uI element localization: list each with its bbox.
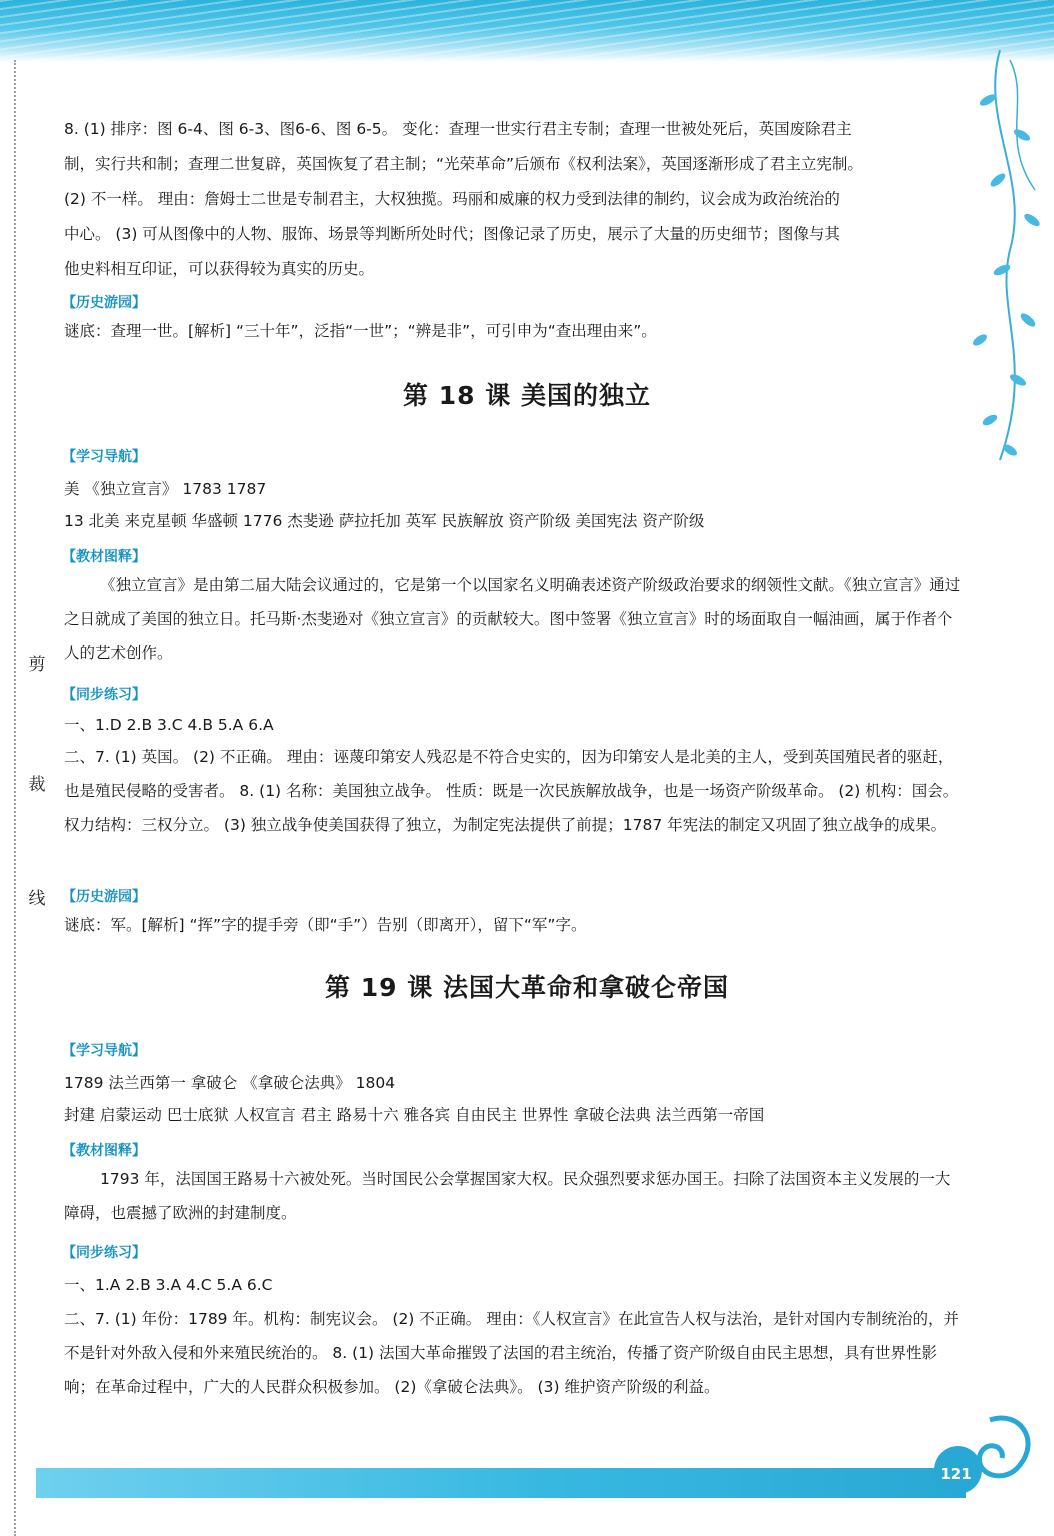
s17-q8-line-4: 中心。 (3) 可从图像中的人物、服饰、场景等判断所处时代；图像记录了历史，展示了大量的历史细节；图像与其: [64, 225, 840, 243]
s19-study-nav-tag: 【学习导航】: [62, 1043, 146, 1059]
cut-label-1: 剪: [28, 655, 46, 675]
s18-exercise-answers: 二、7. (1) 英国。 (2) 不正确。 理由：诬蔑印第安人残忍是不符合史实的，因为印第安人是北美的主人，受到英国殖民者的驱赶，也是殖民侵略的受害者。 8. (1) 名称：美国独立战争。 性质：既是一次民族解放战争，也是一场资产阶级革命。 (2) 机构：国会。 权力结构：三权分立。 (3) 独立战争使美国获得了独立，为制定宪法提供了前提；1787 年宪法的制定又巩固了独立战争的成果。: [64, 748, 959, 834]
top-decorative-band: [0, 0, 1054, 62]
lesson-19-title: 第 19 课 法国大革命和拿破仑帝国: [325, 973, 729, 1002]
s17-history-game-tag: 【历史游园】: [62, 295, 146, 311]
s18-textbook-image-tag: 【教材图释】: [62, 549, 146, 565]
s18-history-game-answer: 谜底：军。[解析] “挥”字的提手旁（即“手”）告别（即离开），留下“军”字。: [64, 916, 587, 934]
s17-q8-line-5: 他史料相互印证，可以获得较为真实的历史。: [64, 260, 375, 278]
s19-exercise-choice-answers: 一、1.A 2.B 3.A 4.C 5.A 6.C: [64, 1276, 273, 1294]
s18-study-nav-tag: 【学习导航】: [62, 449, 146, 465]
swirl-decoration-icon: [930, 1390, 1054, 1536]
s19-exercise-tag: 【同步练习】: [62, 1245, 146, 1261]
s19-exercise-answers: 二、7. (1) 年份：1789 年。机构：制宪议会。 (2) 不正确。 理由：《人权宣言》在此宣告人权与法治，是针对国内专制统治的，并不是针对外敌入侵和外来殖民统治的。 8. (1) 法国大革命摧毁了法国的君主统治，传播了资产阶级自由民主思想，具有世界性影响；在革命过程中，广大的人民群众积极参加。 (2)《拿破仑法典》。 (3) 维护资产阶级的利益。: [64, 1310, 959, 1396]
s19-textbook-image-text: 1793 年，法国国王路易十六被处死。当时国民公会掌握国家大权。民众强烈要求惩办国王。扫除了法国资本主义发展的一大障碍，也震撼了欧洲的封建制度。: [64, 1170, 951, 1222]
s18-textbook-image-text: 《独立宣言》是由第二届大陆会议通过的，它是第一个以国家名义明确表述资产阶级政治要求的纲领性文献。《独立宣言》通过之日就成了美国的独立日。托马斯·杰斐逊对《独立宣言》的贡献较大。图中签署《独立宣言》时的场面取自一幅油画，属于作者个人的艺术创作。: [64, 576, 961, 662]
s18-exercise-tag: 【同步练习】: [62, 687, 146, 703]
s17-q8-line-3: (2) 不一样。 理由：詹姆士二世是专制君主，大权独揽。玛丽和威廉的权力受到法律的制约，议会成为政治统治的: [64, 190, 840, 208]
s18-exercise-choice-answers: 一、1.D 2.B 3.C 4.B 5.A 6.A: [64, 716, 274, 734]
s17-history-game-answer: 谜底：查理一世。[解析] “三十年”，泛指“一世”；“辨是非”，可引申为“查出理由来”。: [64, 322, 657, 340]
cut-label-2: 裁: [28, 775, 46, 795]
s19-study-nav-line-2: 封建 启蒙运动 巴士底狱 人权宣言 君主 路易十六 雅各宾 自由民主 世界性 拿破仑法典 法兰西第一帝国: [64, 1106, 765, 1124]
cut-label-3: 线: [28, 889, 46, 909]
lesson-18-title: 第 18 课 美国的独立: [403, 381, 651, 410]
s19-study-nav-line-1: 1789 法兰西第一 拿破仑 《拿破仑法典》 1804: [64, 1074, 396, 1092]
s18-history-game-tag: 【历史游园】: [62, 889, 146, 905]
cut-guide-dotted-line: [14, 60, 16, 1536]
s17-q8-line-2: 制，实行共和制；查理二世复辟，英国恢复了君主制；“光荣革命”后颁布《权利法案》，英国逐渐形成了君主立宪制。: [64, 155, 863, 173]
s18-study-nav-line-1: 美 《独立宣言》 1783 1787: [64, 480, 267, 498]
s17-q8-line-1: 8. (1) 排序：图 6-4、图 6-3、图6-6、图 6-5。 变化：查理一世实行君主专制；查理一世被处死后，英国废除君主: [64, 120, 852, 138]
s19-textbook-image-tag: 【教材图释】: [62, 1143, 146, 1159]
bottom-decorative-band: [36, 1468, 966, 1498]
s18-study-nav-line-2: 13 北美 来克星顿 华盛顿 1776 杰斐逊 萨拉托加 英军 民族解放 资产阶级 美国宪法 资产阶级: [64, 512, 705, 530]
page-number: 121: [940, 1465, 972, 1483]
